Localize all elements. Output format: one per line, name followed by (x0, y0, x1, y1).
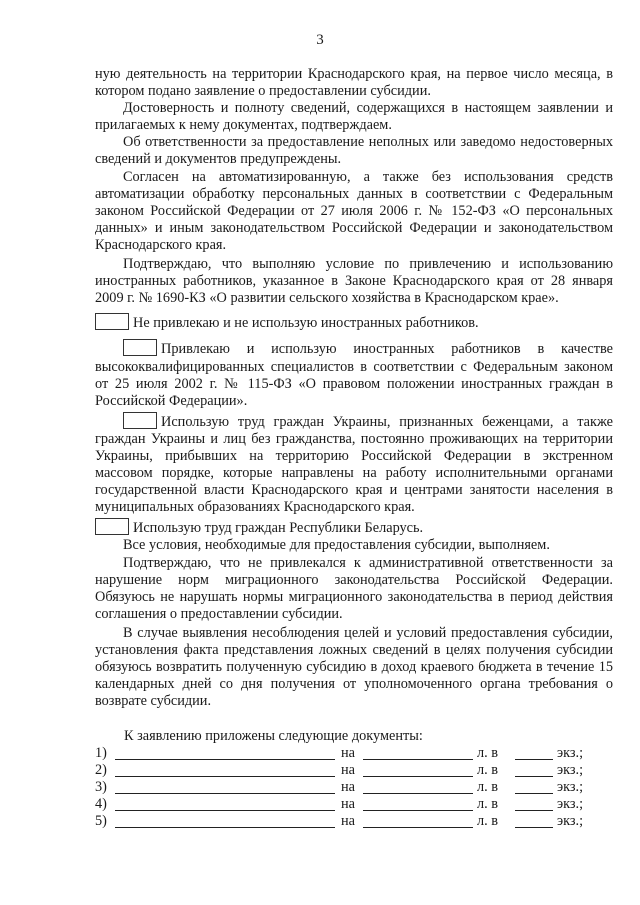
option-ukraine (95, 412, 613, 517)
option-belarus (95, 518, 613, 537)
na-label: на (341, 796, 355, 812)
na-label: на (341, 762, 355, 778)
row-number: 2) (95, 762, 107, 778)
sheets-field[interactable] (363, 810, 473, 811)
page-number: 3 (316, 32, 324, 48)
document-body (95, 66, 613, 710)
paragraph: Об ответственности за предоставление неполных или заведомо недостоверных сведений и документов предупреждены. (95, 134, 613, 168)
row-number: 4) (95, 796, 107, 812)
option-label: Не привлекаю и не использую иностранных работников. (133, 315, 479, 332)
sheets-label: л. в (477, 762, 499, 778)
document-name-field[interactable] (115, 793, 335, 794)
na-label: на (341, 779, 355, 795)
sheets-label: л. в (477, 779, 499, 795)
sheets-label: л. в (477, 813, 499, 829)
paragraph: Все условия, необходимые для предоставления субсидии, выполняем. (123, 537, 550, 554)
checkbox-belarus[interactable] (95, 518, 129, 535)
attachment-row (95, 796, 615, 813)
attachment-row (95, 745, 615, 762)
copies-label: экз.; (557, 779, 584, 795)
attachment-row (95, 813, 615, 830)
sheets-label: л. в (477, 745, 499, 761)
paragraph: Подтверждаю, что не привлекался к административной ответственности за нарушение норм миграционного законодательства Российской Федерации. Обязуюсь не нарушать нормы миграционного законодательства в период действия соглашения о предоставлении субсидии. (95, 554, 613, 622)
copies-label: экз.; (557, 796, 584, 812)
document-name-field[interactable] (115, 759, 335, 760)
copies-field[interactable] (515, 776, 553, 777)
paragraph: ную деятельность на территории Краснодарского края, на первое число месяца, в котором подано заявление о предоставлении субсидии. (95, 66, 613, 100)
document-name-field[interactable] (115, 776, 335, 777)
document-name-field[interactable] (115, 827, 335, 828)
checkbox-no-foreign[interactable] (95, 313, 129, 330)
paragraph: Подтверждаю, что выполняю условие по привлечению и использованию иностранных работников, указанное в Законе Краснодарского края от 28 января 2009 г. № 1690-КЗ «О развитии сельского хозяйства в Краснодарском крае». (95, 256, 613, 307)
copies-label: экз.; (557, 813, 584, 829)
sheets-field[interactable] (363, 827, 473, 828)
copies-field[interactable] (515, 759, 553, 760)
na-label: на (341, 745, 355, 761)
option-label: Использую труд граждан Республики Беларусь. (133, 520, 424, 537)
sheets-field[interactable] (363, 793, 473, 794)
checkbox-highly-qualified[interactable] (123, 339, 157, 356)
copies-label: экз.; (557, 745, 584, 761)
row-number: 1) (95, 745, 107, 761)
copies-field[interactable] (515, 793, 553, 794)
copies-field[interactable] (515, 810, 553, 811)
option-highly-qualified (95, 339, 613, 409)
row-number: 3) (95, 779, 107, 795)
copies-field[interactable] (515, 827, 553, 828)
paragraph: Достоверность и полноту сведений, содержащихся в настоящем заявлении и прилагаемых к нему документах, подтверждаем. (95, 100, 613, 134)
attachments-list (95, 745, 615, 830)
attachment-row (95, 762, 615, 779)
document-name-field[interactable] (115, 810, 335, 811)
attachment-row (95, 779, 615, 796)
copies-label: экз.; (557, 762, 584, 778)
paragraph: В случае выявления несоблюдения целей и условий предоставления субсидии, установления факта представления ложных сведений в целях получения субсидии обязуюсь возвратить полученную субсидию в доход краевого бюджета в течение 15 календарных дней со дня получения от уполномоченного органа требования о возврате субсидии. (95, 624, 613, 710)
sheets-field[interactable] (363, 776, 473, 777)
attachments-title: К заявлению приложены следующие документы: (124, 728, 423, 744)
sheets-label: л. в (477, 796, 499, 812)
na-label: на (341, 813, 355, 829)
sheets-field[interactable] (363, 759, 473, 760)
option-label: Использую труд граждан Украины, признанных беженцами, а также граждан Украины и лиц без гражданства, постоянно проживающих на территории Украины, прибывших на территорию Российской Федерации в экстренном массовом порядке, которые направлены на работу исполнительными органами государственной власти Краснодарского края и центрами занятости населения в муниципальных образованиях Краснодарского края. (95, 413, 613, 516)
option-no-foreign (95, 313, 613, 332)
option-label: Привлекаю и использую иностранных работников в качестве высококвалифицированных специалистов в соответствии с Федеральным законом от 25 июля 2002 г. № 115-ФЗ «О правовом положении иностранных граждан в Российской Федерации». (95, 341, 613, 409)
row-number: 5) (95, 813, 107, 829)
checkbox-ukraine[interactable] (123, 412, 157, 429)
paragraph: Согласен на автоматизированную, а также без использования средств автоматизации обработку персональных данных в соответствии с Федеральным законом Российской Федерации от 27 июля 2006 г. № 152-ФЗ «О персональных данных» и иным законодательством Российской Федерации и законодательством Краснодарского края. (95, 168, 613, 253)
